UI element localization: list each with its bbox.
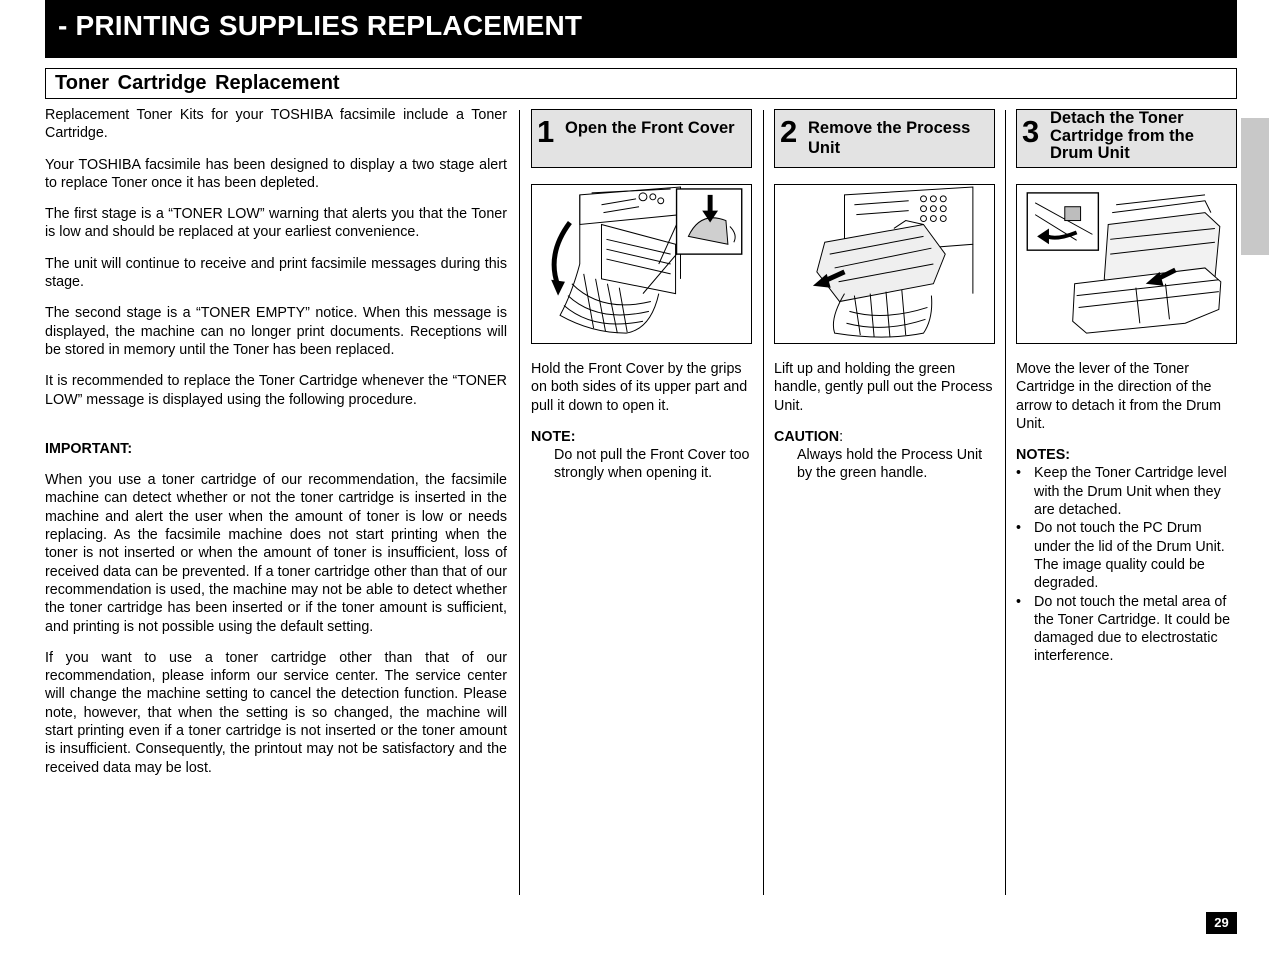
list-item: • Keep the Toner Cartridge level with the Drum Unit when they are detached. xyxy=(1016,464,1240,519)
step-2-caution-colon: : xyxy=(839,428,844,445)
step-1-illustration xyxy=(531,184,752,344)
step-2-header xyxy=(774,109,995,168)
step-2-illustration xyxy=(774,184,995,344)
step-2-number: 2 xyxy=(780,114,798,149)
intro-paragraph: Your TOSHIBA facsimile has been designed to display a two stage alert to replace Toner once it has been depleted. xyxy=(45,156,507,191)
column-divider xyxy=(763,110,764,895)
step-2-title: Remove the Process Unit xyxy=(808,119,971,157)
step-3-header xyxy=(1016,109,1237,168)
step-2-caution-label: CAUTION xyxy=(774,428,840,445)
step-2-description xyxy=(774,360,998,483)
step-1-note-text: Do not pull the Front Cover too strongly when opening it. xyxy=(554,447,750,482)
page-title: - PRINTING SUPPLIES REPLACEMENT xyxy=(58,10,583,41)
step-1-text: Hold the Front Cover by the grips on both sides of its upper part and pull it down to open it. xyxy=(531,361,748,414)
step-3-notes-list xyxy=(1016,464,1240,665)
step-1-number: 1 xyxy=(537,114,555,149)
important-paragraph: If you want to use a toner cartridge other than that of our recommendation, please inform our service center. The service center will change the machine setting to cancel the detection function. Please note, however, that when the setting is so changed, the machine will start printing even if a toner cartridge is not inserted or the toner amount is insufficient. Consequently, the printout may not be satisfactory and the received data may be lost. xyxy=(45,649,507,776)
section-title: Toner Cartridge Replacement xyxy=(55,72,340,94)
column-divider xyxy=(1005,110,1006,895)
chapter-tab xyxy=(1241,118,1269,255)
step-2-text: Lift up and holding the green handle, gently pull out the Process Unit. xyxy=(774,361,993,414)
intro-paragraph: Replacement Toner Kits for your TOSHIBA facsimile include a Toner Cartridge. xyxy=(45,107,507,142)
step-3-number: 3 xyxy=(1022,114,1040,149)
section-header xyxy=(45,68,1237,99)
detach-toner-drawing xyxy=(1017,185,1236,343)
list-item: • Do not touch the PC Drum under the lid of the Drum Unit. The image quality could be degraded. xyxy=(1016,519,1240,592)
step-3-text: Move the lever of the Toner Cartridge in the direction of the arrow to detach it from the Drum Unit. xyxy=(1016,361,1221,432)
step-2-caution-text: Always hold the Process Unit by the green handle. xyxy=(797,447,983,482)
step-3-notes-label: NOTES: xyxy=(1016,447,1071,464)
column-divider xyxy=(519,110,520,895)
step-2-caution xyxy=(774,428,998,446)
intro-paragraph: It is recommended to replace the Toner Cartridge whenever the “TONER LOW” message is displayed using the following procedure. xyxy=(45,373,507,408)
list-item: • Do not touch the metal area of the Toner Cartridge. It could be damaged due to electrostatic interference. xyxy=(1016,593,1240,666)
step-1-description xyxy=(531,360,755,483)
step-1-note-label: NOTE: xyxy=(531,428,576,445)
intro-paragraph: The unit will continue to receive and print facsimile messages during this stage. xyxy=(45,255,507,291)
step-3-description xyxy=(1016,360,1240,666)
remove-process-unit-drawing xyxy=(775,185,994,343)
page-number: 29 xyxy=(1206,912,1237,934)
step-1-title: Open the Front Cover xyxy=(565,119,735,137)
important-label: IMPORTANT: xyxy=(45,440,133,457)
important-paragraph: When you use a toner cartridge of our recommendation, the facsimile machine can detect whether or not the toner cartridge is inserted in the machine and alert the user when the amount of toner is low or needs replacing. As the facsimile machine does not start printing when the toner is not inserted or when the amount of toner is insufficient, loss of received data can be prevented. If a toner cartridge other than that of our recommendation is used, the machine may not be able to detect whether the toner cartridge has been inserted or if the toner amount is sufficient, and printing is not possible using the default setting. xyxy=(45,472,507,635)
page-header xyxy=(45,0,1237,58)
intro-column xyxy=(45,106,507,790)
step-3-illustration xyxy=(1016,184,1237,344)
step-3-title: Detach the Toner Cartridge from the Drum Unit xyxy=(1050,109,1194,162)
step-1-header xyxy=(531,109,752,168)
intro-paragraph: The first stage is a “TONER LOW” warning that alerts you that the Toner is low and should be replaced at your earliest convenience. xyxy=(45,206,507,241)
open-front-cover-drawing xyxy=(532,185,751,343)
intro-paragraph: The second stage is a “TONER EMPTY” notice. When this message is displayed, the machine can no longer print documents. Receptions will be stored in memory until the Toner has been replaced. xyxy=(45,305,507,358)
